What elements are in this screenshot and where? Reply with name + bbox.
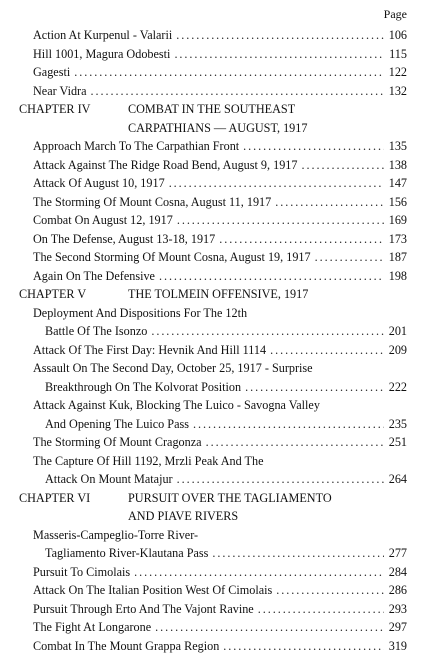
toc-entry-continued[interactable] — [0, 378, 437, 397]
toc-entry[interactable] — [0, 82, 437, 101]
toc-entry[interactable] — [0, 193, 437, 212]
toc-entry-title: Action At Kurpenul - Valarii — [33, 28, 173, 42]
dot-leader — [151, 322, 384, 341]
toc-entry-title: Pursuit To Cimolais — [33, 564, 131, 579]
toc-entry-title: Battle Of The Isonzo — [45, 324, 148, 338]
toc-entry-title: Attack Against Kuk, Blocking The Luico - Savogna Valley — [33, 398, 320, 412]
toc-entry[interactable] — [0, 63, 437, 82]
chapter-number: CHAPTER VI — [19, 490, 91, 505]
dot-leader — [258, 600, 384, 619]
toc-entry-continued[interactable] — [0, 322, 437, 341]
toc-page-number: 277 — [388, 546, 407, 560]
toc-entry-title: Gagesti — [33, 65, 71, 79]
toc-entry[interactable] — [0, 26, 437, 45]
toc-entry[interactable] — [0, 211, 437, 230]
toc-entry[interactable] — [0, 581, 437, 600]
toc-page-number: 201 — [388, 324, 407, 338]
toc-page-number: 284 — [388, 564, 407, 579]
dot-leader — [169, 174, 384, 193]
toc-entry-title: Approach March To The Carpathian Front — [33, 139, 240, 153]
dot-leader — [134, 563, 384, 582]
toc-page-number: 319 — [388, 638, 407, 653]
toc-entry[interactable] — [0, 637, 437, 656]
toc-entry[interactable] — [0, 137, 437, 156]
page-column-heading: Page — [383, 7, 407, 21]
chapter-heading — [0, 489, 437, 508]
toc-page-number: 132 — [388, 83, 407, 98]
dot-leader — [91, 82, 384, 101]
toc-entry-title: Attack Against The Ridge Road Bend, August 9, 1917 — [33, 157, 298, 172]
toc-page-number: 147 — [388, 176, 407, 190]
dot-leader — [177, 211, 384, 230]
toc-page-number: 156 — [388, 194, 407, 209]
chapter-number: CHAPTER V — [19, 287, 87, 301]
dot-leader — [315, 248, 384, 267]
toc-entry-title: Deployment And Dispositions For The 12th — [33, 305, 248, 320]
chapter-heading-continued — [0, 507, 437, 526]
toc-page-number: 106 — [388, 28, 407, 42]
dot-leader — [243, 137, 384, 156]
toc-entry-title: And Opening The Luico Pass — [45, 416, 189, 431]
toc-entry-continued[interactable] — [0, 415, 437, 434]
toc-entry-title: Attack Of The First Day: Hevnik And Hill 1114 — [33, 342, 267, 357]
toc-entry[interactable] — [0, 396, 437, 415]
toc-entry[interactable] — [0, 267, 437, 286]
dot-leader — [275, 193, 384, 212]
toc-entry-title: Attack On Mount Matajur — [45, 472, 173, 486]
dot-leader — [74, 63, 384, 82]
toc-entry-title: Assault On The Second Day, October 25, 1917 - Surprise — [33, 361, 313, 375]
toc-entry-title: Breakthrough On The Kolvorat Position — [45, 379, 242, 394]
toc-entry-title: On The Defense, August 13-18, 1917 — [33, 231, 216, 246]
toc-page-number: 198 — [388, 268, 407, 283]
toc-entry[interactable] — [0, 600, 437, 619]
toc-entry-title: Tagliamento River-Klautana Pass — [45, 546, 209, 560]
toc-entry-title: The Fight At Longarone — [33, 620, 152, 634]
toc-entry[interactable] — [0, 433, 437, 452]
toc-entry[interactable] — [0, 230, 437, 249]
toc-page-number: 187 — [388, 250, 407, 264]
dot-leader — [219, 230, 384, 249]
toc-page-number: 222 — [388, 379, 407, 394]
toc-entry[interactable] — [0, 359, 437, 378]
toc-entry-title: The Second Storming Of Mount Cosna, August 19, 1917 — [33, 250, 311, 264]
dot-leader — [177, 470, 384, 489]
toc-entry-title: Hill 1001, Magura Odobesti — [33, 46, 171, 61]
toc-entry[interactable] — [0, 248, 437, 267]
dot-leader — [245, 378, 384, 397]
chapter-title: THE TOLMEIN OFFENSIVE, 1917 — [128, 287, 309, 301]
table-of-contents — [0, 26, 437, 655]
chapter-heading — [0, 285, 437, 304]
toc-page-number: 135 — [388, 139, 407, 153]
toc-page-number: 173 — [388, 231, 407, 246]
toc-entry-title: Near Vidra — [33, 83, 87, 98]
toc-entry-title: Attack On The Italian Position West Of Cimolais — [33, 583, 273, 597]
dot-leader — [206, 433, 384, 452]
toc-entry-title: The Storming Of Mount Cragonza — [33, 435, 202, 449]
dot-leader — [270, 341, 384, 360]
toc-entry[interactable] — [0, 174, 437, 193]
dot-leader — [174, 45, 384, 64]
toc-entry-title: The Storming Of Mount Cosna, August 11, 1917 — [33, 194, 272, 209]
toc-page-number: 122 — [388, 65, 407, 79]
toc-page-number: 209 — [388, 342, 407, 357]
toc-page-number: 297 — [388, 620, 407, 634]
toc-entry-title: Attack Of August 10, 1917 — [33, 176, 165, 190]
toc-entry[interactable] — [0, 452, 437, 471]
chapter-title: CARPATHIANS — AUGUST, 1917 — [128, 120, 308, 135]
toc-page-number: 169 — [388, 213, 407, 227]
toc-entry-title: Combat On August 12, 1917 — [33, 213, 173, 227]
dot-leader — [193, 415, 384, 434]
toc-entry-title: Combat In The Mount Grappa Region — [33, 638, 220, 653]
chapter-heading — [0, 100, 437, 119]
chapter-title: AND PIAVE RIVERS — [128, 509, 239, 523]
toc-entry-title: Masseris-Campeglio-Torre River- — [33, 527, 199, 542]
dot-leader — [302, 156, 385, 175]
chapter-heading-continued — [0, 119, 437, 138]
toc-entry[interactable] — [0, 618, 437, 637]
toc-page-number: 115 — [389, 46, 407, 61]
dot-leader — [176, 26, 384, 45]
dot-leader — [155, 618, 384, 637]
toc-entry[interactable] — [0, 526, 437, 545]
chapter-title: PURSUIT OVER THE TAGLIAMENTO — [128, 490, 332, 505]
toc-entry[interactable] — [0, 563, 437, 582]
toc-page-number: 138 — [388, 157, 407, 172]
toc-page-number: 286 — [388, 583, 407, 597]
chapter-title: COMBAT IN THE SOUTHEAST — [128, 102, 296, 116]
dot-leader — [159, 267, 384, 286]
toc-entry[interactable] — [0, 304, 437, 323]
toc-entry[interactable] — [0, 341, 437, 360]
toc-entry-title: Pursuit Through Erto And The Vajont Ravine — [33, 601, 254, 616]
toc-entry-continued[interactable] — [0, 470, 437, 489]
toc-page-number: 264 — [388, 472, 407, 486]
toc-entry[interactable] — [0, 45, 437, 64]
toc-page-number: 235 — [388, 416, 407, 431]
toc-page-number: 293 — [388, 601, 407, 616]
dot-leader — [276, 581, 384, 600]
dot-leader — [223, 637, 384, 656]
toc-entry-title: The Capture Of Hill 1192, Mrzli Peak And The — [33, 453, 264, 468]
toc-entry[interactable] — [0, 156, 437, 175]
toc-entry-continued[interactable] — [0, 544, 437, 563]
toc-page-number: 251 — [388, 435, 407, 449]
toc-entry-title: Again On The Defensive — [33, 268, 155, 283]
dot-leader — [212, 544, 384, 563]
chapter-number: CHAPTER IV — [19, 102, 91, 116]
